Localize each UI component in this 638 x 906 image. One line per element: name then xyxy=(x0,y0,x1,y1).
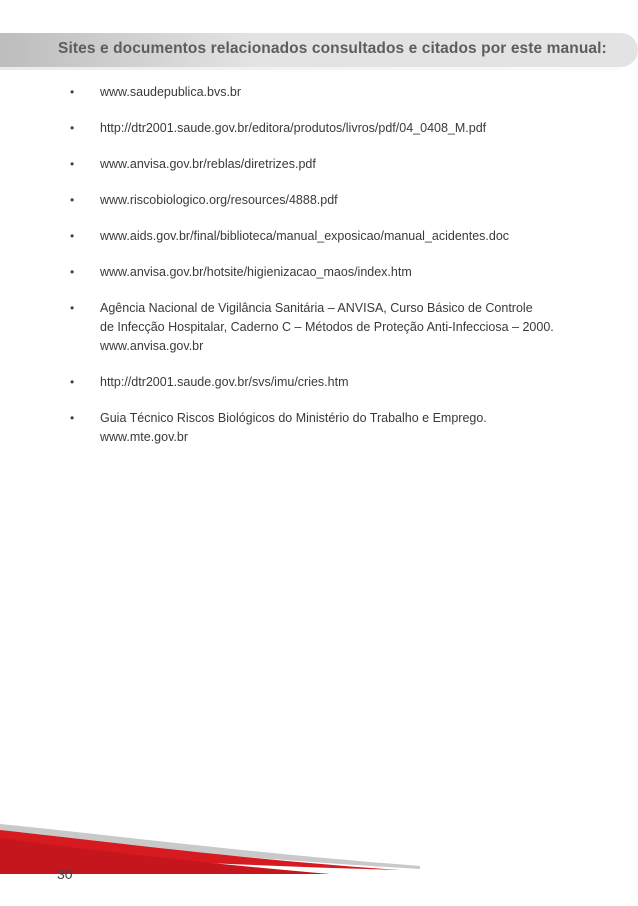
bullet-icon: • xyxy=(70,411,75,425)
reference-text: www.mte.gov.br xyxy=(100,430,188,444)
reference-list xyxy=(70,83,610,464)
page-title: Sites e documentos relacionados consultados e citados por este manual: xyxy=(58,40,607,57)
footer-swoosh xyxy=(0,816,638,876)
list-item xyxy=(70,299,610,356)
bullet-icon: • xyxy=(70,265,75,279)
bullet-icon: • xyxy=(70,85,75,99)
list-item xyxy=(70,409,610,447)
page-number: 30 xyxy=(57,866,73,882)
bullet-icon: • xyxy=(70,375,75,389)
reference-text: www.anvisa.gov.br/hotsite/higienizacao_maos/index.htm xyxy=(100,265,412,279)
reference-text: www.anvisa.gov.br/reblas/diretrizes.pdf xyxy=(100,157,316,171)
list-item xyxy=(70,263,610,282)
list-item xyxy=(70,373,610,392)
bullet-icon: • xyxy=(70,229,75,243)
list-item xyxy=(70,83,610,102)
bullet-icon: • xyxy=(70,121,75,135)
reference-text: www.saudepublica.bvs.br xyxy=(100,85,242,99)
reference-text: Agência Nacional de Vigilância Sanitária – ANVISA, Curso Básico de Controle xyxy=(100,301,533,315)
bullet-icon: • xyxy=(70,193,75,207)
bullet-icon: • xyxy=(70,301,75,315)
reference-text: www.aids.gov.br/final/biblioteca/manual_exposicao/manual_acidentes.doc xyxy=(100,229,510,243)
list-item xyxy=(70,119,610,138)
reference-text: http://dtr2001.saude.gov.br/svs/imu/cries.htm xyxy=(100,375,349,389)
reference-text: de Infecção Hospitalar, Caderno C – Métodos de Proteção Anti-Infecciosa – 2000. xyxy=(100,320,554,334)
list-item xyxy=(70,227,610,246)
reference-text: http://dtr2001.saude.gov.br/editora/produtos/livros/pdf/04_0408_M.pdf xyxy=(100,121,487,135)
bullet-icon: • xyxy=(70,157,75,171)
reference-text: www.anvisa.gov.br xyxy=(100,339,204,353)
list-item xyxy=(70,191,610,210)
reference-text: Guia Técnico Riscos Biológicos do Ministério do Trabalho e Emprego. xyxy=(100,411,487,425)
reference-text: www.riscobiologico.org/resources/4888.pdf xyxy=(100,193,338,207)
list-item xyxy=(70,155,610,174)
